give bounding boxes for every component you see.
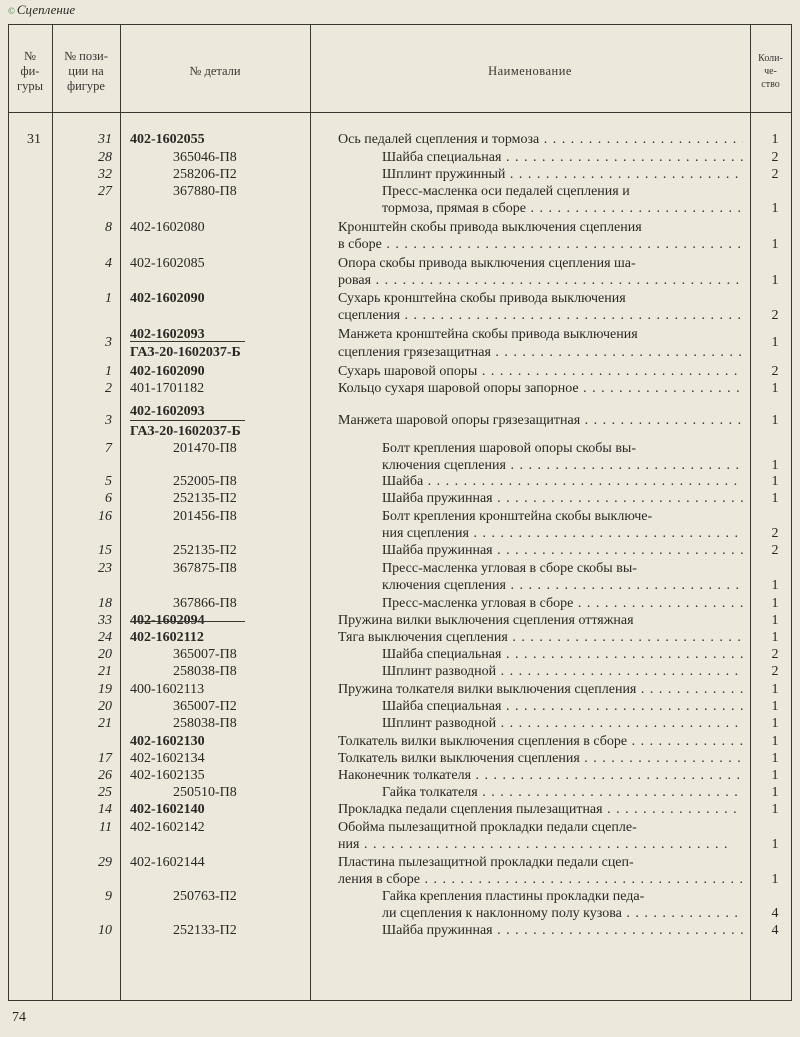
part-name: Гайка толкателя . . . <box>382 784 743 802</box>
part-name: Сухарь кронштейна скобы привода выключения <box>338 291 626 306</box>
table-row <box>0 854 800 872</box>
part-number: 250510-П8 <box>173 785 237 800</box>
table-row <box>0 255 800 273</box>
header-name: Наименование <box>488 63 572 78</box>
quantity: 1 <box>771 613 779 628</box>
table-row <box>0 595 800 613</box>
part-number: 402-1602055 <box>130 132 205 147</box>
quantity: 1 <box>771 682 779 697</box>
table-row <box>0 784 800 802</box>
table-row <box>0 542 800 560</box>
quantity: 1 <box>771 273 779 288</box>
part-number: 401-1701182 <box>130 381 205 396</box>
position-number: 3 <box>105 413 112 428</box>
position-number: 16 <box>98 509 112 524</box>
table-row <box>0 149 800 167</box>
table-row <box>0 767 800 785</box>
part-number: 402-1602134 <box>130 751 205 766</box>
quantity: 1 <box>771 734 779 749</box>
quantity: 1 <box>771 596 779 611</box>
part-number: ГАЗ-20-1602037-Б <box>130 345 241 360</box>
position-number: 20 <box>98 647 112 662</box>
quantity: 2 <box>771 543 779 558</box>
table-row <box>0 715 800 733</box>
table-row <box>0 183 800 201</box>
position-number: 18 <box>98 596 112 611</box>
running-head-text: Сцепление <box>16 2 76 17</box>
part-number: 365007-П2 <box>173 699 237 714</box>
part-number: 400-1602113 <box>130 682 205 697</box>
part-number: 258206-П2 <box>173 167 237 182</box>
table-row <box>0 344 800 362</box>
quantity: 1 <box>771 201 779 216</box>
table-row <box>0 219 800 237</box>
table-row <box>0 922 800 940</box>
table-row <box>0 801 800 819</box>
part-name: ления в сборе . . . <box>338 871 743 889</box>
position-number: 1 <box>105 364 112 379</box>
position-number: 14 <box>98 802 112 817</box>
part-number: 365007-П8 <box>173 647 237 662</box>
part-number: ГАЗ-20-1602037-Б <box>130 424 241 439</box>
position-number: 26 <box>98 768 112 783</box>
part-alternative-divider <box>130 420 245 421</box>
position-number: 7 <box>105 441 112 456</box>
quantity: 1 <box>771 381 779 396</box>
part-name: Шайба пружинная . . . <box>382 490 743 508</box>
part-name: Шайба специальная . . . <box>382 698 743 716</box>
position-number: 21 <box>98 716 112 731</box>
part-number: 258038-П8 <box>173 716 237 731</box>
table-row <box>0 646 800 664</box>
quantity: 1 <box>771 716 779 731</box>
part-number: 367875-П8 <box>173 561 237 576</box>
part-number: 201470-П8 <box>173 441 237 456</box>
quantity: 2 <box>771 647 779 662</box>
table-row <box>0 131 800 149</box>
table-row <box>0 681 800 699</box>
part-alternative-divider <box>130 341 245 342</box>
quantity: 4 <box>771 906 779 921</box>
part-name: Болт крепления кронштейна скобы выключе- <box>382 509 653 524</box>
part-name: Опора скобы привода выключения сцепления ша- <box>338 256 636 271</box>
table-row <box>0 733 800 751</box>
table-row <box>0 508 800 526</box>
figure-number: 31 <box>27 132 41 147</box>
part-number: 402-1602142 <box>130 820 205 835</box>
part-name: ключения сцепления . . . <box>382 577 743 595</box>
part-number: 252005-П8 <box>173 474 237 489</box>
quantity: 1 <box>771 872 779 887</box>
table-row <box>0 525 800 543</box>
part-number: 402-1602140 <box>130 802 205 817</box>
position-number: 6 <box>105 491 112 506</box>
position-number: 24 <box>98 630 112 645</box>
table-row <box>0 819 800 837</box>
quantity: 1 <box>771 413 779 428</box>
header-position: № пози- ции на фигуре <box>64 48 108 93</box>
table-row <box>0 380 800 398</box>
running-head: © Сцепление <box>8 2 76 17</box>
part-name: Прокладка педали сцепления пылезащитная . . . <box>338 801 743 819</box>
part-name: ли сцепления к наклонному полу кузова . . . <box>382 905 743 923</box>
part-name: Пластина пылезащитной прокладки педали сцеп- <box>338 855 634 870</box>
position-number: 8 <box>105 220 112 235</box>
part-name: Болт крепления шаровой опоры скобы вы- <box>382 441 637 456</box>
part-number: 367880-П8 <box>173 184 237 199</box>
part-number: 367866-П8 <box>173 596 237 611</box>
part-number: 402-1602093 <box>130 327 205 342</box>
page-number: 74 <box>12 1010 26 1025</box>
part-number: 402-1602085 <box>130 256 205 271</box>
position-number: 21 <box>98 664 112 679</box>
part-number: 252135-П2 <box>173 543 237 558</box>
table-row <box>0 423 800 441</box>
position-number: 11 <box>99 820 112 835</box>
part-name: Пресс-масленка угловая в сборе . . . <box>382 595 743 613</box>
quantity: 1 <box>771 491 779 506</box>
table-row <box>0 236 800 254</box>
part-name: Шайба специальная . . . <box>382 149 743 167</box>
part-number: 402-1602090 <box>130 364 205 379</box>
part-name: Кольцо сухаря шаровой опоры запорное . . . <box>338 380 743 398</box>
part-name: ровая . . . <box>338 272 743 290</box>
quantity: 1 <box>771 837 779 852</box>
part-number: 201456-П8 <box>173 509 237 524</box>
position-number: 9 <box>105 889 112 904</box>
quantity: 1 <box>771 237 779 252</box>
part-name: в сборе . . . <box>338 236 743 254</box>
table-row <box>0 490 800 508</box>
part-name: Шплинт разводной . . . <box>382 715 743 733</box>
table-row <box>0 200 800 218</box>
part-name: ния сцепления . . . <box>382 525 743 543</box>
quantity: 2 <box>771 664 779 679</box>
part-name: сцепления . . . <box>338 307 743 325</box>
part-number: 402-1602093 <box>130 404 205 419</box>
quantity: 1 <box>771 751 779 766</box>
part-name: ключения сцепления . . . <box>382 457 743 475</box>
table-row <box>0 577 800 595</box>
part-name: Обойма пылезащитной прокладки педали сцепле- <box>338 820 637 835</box>
position-number: 25 <box>98 785 112 800</box>
table-bottom-rule <box>8 1000 792 1001</box>
table-row <box>0 698 800 716</box>
header-rule <box>8 112 792 113</box>
table-row <box>0 290 800 308</box>
position-number: 31 <box>98 132 112 147</box>
part-alternative-divider <box>130 621 245 622</box>
table-row <box>0 560 800 578</box>
part-name: Шплинт разводной . . . <box>382 663 743 681</box>
quantity: 1 <box>771 132 779 147</box>
part-name: сцепления грязезащитная . . . <box>338 344 743 362</box>
quantity: 1 <box>771 785 779 800</box>
part-number: 402-1602094 <box>130 613 205 628</box>
table-row <box>0 307 800 325</box>
position-number: 29 <box>98 855 112 870</box>
part-name: Шайба пружинная . . . <box>382 542 743 560</box>
position-number: 27 <box>98 184 112 199</box>
position-number: 32 <box>98 167 112 182</box>
quantity: 1 <box>771 458 779 473</box>
table-row <box>0 440 800 458</box>
table-row <box>0 612 800 630</box>
position-number: 20 <box>98 699 112 714</box>
position-number: 2 <box>105 381 112 396</box>
part-number: 402-1602112 <box>130 630 204 645</box>
part-name: тормоза, прямая в сборе . . . <box>382 200 743 218</box>
part-number: 402-1602130 <box>130 734 205 749</box>
table-row <box>0 663 800 681</box>
quantity: 1 <box>771 802 779 817</box>
header-part-number: № детали <box>189 63 241 78</box>
part-name: Шайба специальная . . . <box>382 646 743 664</box>
quantity: 2 <box>771 150 779 165</box>
position-number: 1 <box>105 291 112 306</box>
part-name: Тяга выключения сцепления . . . <box>338 629 743 647</box>
table-row <box>0 905 800 923</box>
table-row <box>0 629 800 647</box>
part-name: Шайба . . . <box>382 473 743 491</box>
table-row <box>0 888 800 906</box>
part-name: Пресс-масленка угловая в сборе скобы вы- <box>382 561 637 576</box>
quantity: 1 <box>771 335 779 350</box>
part-name: Ось педалей сцепления и тормоза . . . <box>338 131 743 149</box>
part-name: Пресс-масленка оси педалей сцепления и <box>382 184 630 199</box>
quantity: 1 <box>771 768 779 783</box>
part-name: Пружина толкателя вилки выключения сцепления . . . <box>338 681 743 699</box>
table-row <box>0 166 800 184</box>
part-name: Толкатель вилки выключения сцепления в сборе . . . <box>338 733 743 751</box>
part-name: Манжета шаровой опоры грязезащитная . . . <box>338 412 743 430</box>
part-name: Сухарь шаровой опоры . . . <box>338 363 743 381</box>
quantity: 1 <box>771 474 779 489</box>
quantity: 1 <box>771 630 779 645</box>
position-number: 4 <box>105 256 112 271</box>
table-row <box>0 750 800 768</box>
part-number: 402-1602135 <box>130 768 205 783</box>
part-name: ния . . . <box>338 836 743 854</box>
part-number: 402-1602080 <box>130 220 205 235</box>
quantity: 2 <box>771 308 779 323</box>
table-row <box>0 871 800 889</box>
position-number: 10 <box>98 923 112 938</box>
part-name: Наконечник толкателя . . . <box>338 767 743 785</box>
header-figure: № фи- гуры <box>16 48 44 93</box>
quantity: 2 <box>771 526 779 541</box>
quantity: 2 <box>771 364 779 379</box>
part-name: Гайка крепления пластины прокладки педа- <box>382 889 645 904</box>
quantity: 1 <box>771 699 779 714</box>
part-name: Шайба пружинная . . . <box>382 922 743 940</box>
position-number: 28 <box>98 150 112 165</box>
table-row <box>0 473 800 491</box>
part-number: 252135-П2 <box>173 491 237 506</box>
position-number: 33 <box>98 613 112 628</box>
part-number: 402-1602144 <box>130 855 205 870</box>
position-number: 17 <box>98 751 112 766</box>
part-name: Кронштейн скобы привода выключения сцепления <box>338 220 642 235</box>
part-name: Шплинт пружинный . . . <box>382 166 743 184</box>
position-number: 15 <box>98 543 112 558</box>
part-number: 365046-П8 <box>173 150 237 165</box>
position-number: 5 <box>105 474 112 489</box>
table-row <box>0 272 800 290</box>
position-number: 3 <box>105 335 112 350</box>
position-number: 23 <box>98 561 112 576</box>
part-number: 258038-П8 <box>173 664 237 679</box>
quantity: 1 <box>771 578 779 593</box>
part-number: 250763-П2 <box>173 889 237 904</box>
table-row <box>0 836 800 854</box>
table-row <box>0 363 800 381</box>
position-number: 19 <box>98 682 112 697</box>
part-name: Манжета кронштейна скобы привода выключения <box>338 327 638 342</box>
header-quantity: Коли- че- ство <box>758 52 783 90</box>
part-number: 402-1602090 <box>130 291 205 306</box>
part-name: Толкатель вилки выключения сцепления . . . <box>338 750 743 768</box>
quantity: 2 <box>771 167 779 182</box>
part-name: Пружина вилки выключения сцепления оттяжная <box>338 613 634 628</box>
part-number: 252133-П2 <box>173 923 237 938</box>
quantity: 4 <box>771 923 779 938</box>
